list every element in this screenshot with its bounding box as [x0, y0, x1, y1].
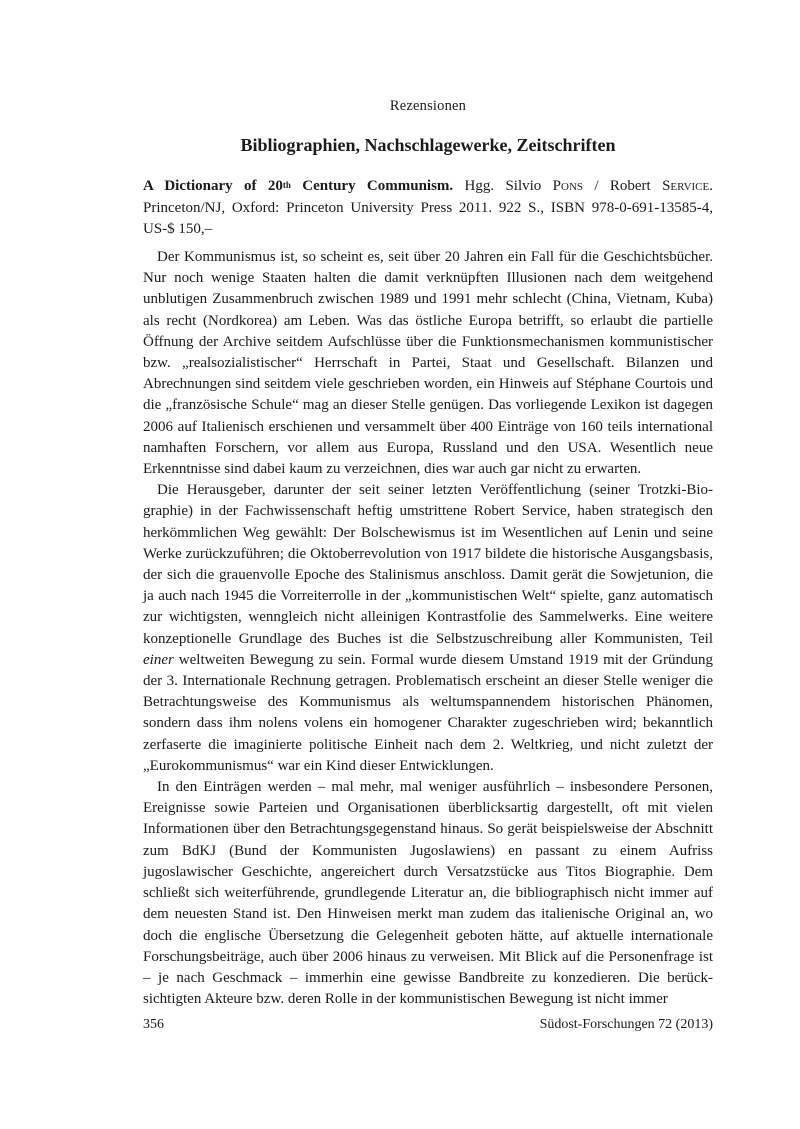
paragraph-2-part-a: Die Herausgeber, darunter der seit seiner letzten Veröffentlichung (seiner Trotzki-Biographie) in der Fachwissenschaft heftig umstrittene Robert Service, haben strategisch den herkömmlichen Weg gewählt: Der Bolschewismus ist im Wesentlichen auf Lenin und seine Werke zurückzuführen; die Oktoberrevolution von 1917 bildete die historische Ausgangsbasis, der sich die grauenvolle Epoche des Stalinismus anschloss. Damit gerät die Sowjetunion, die ja auch nach 1945 die Vorreiterrolle in der „kommunistischen Welt“ spielte, ganz automatisch zur wichtigsten, wenngleich nicht alleinigen Kontrastfolie des Sammelwerks. Eine weitere konzeptionelle Grundlage des Buches ist die Selbstzuschreibung aller Kommunisten, Teil [143, 482, 713, 647]
editor-separator: / Robert [583, 178, 663, 194]
editor2-surname: Service [662, 178, 710, 194]
paragraph-1: Der Kommunismus ist, so scheint es, seit über 20 Jahren ein Fall für die Geschichtsbücher. Nur noch wenige Staaten halten die damit verknüpften Illusionen nach dem weitgehend unblutigen Zusammenbruch zwischen 1989 und 1991 mehr schlecht (China, Vietnam, Kuba) als recht (Nordkorea) am Leben. Was das östliche Europa betrifft, so erlaubt die partielle Öffnung der Archive seitdem Aufschlüsse über die Funktionsmechanismen kommunistischer bzw. „realsozialistischer“ Herrschaft in Partei, Staat und Gesellschaft. Bilanzen und Abrechnungen sind seitdem viele geschrieben worden, ein Hinweis auf Stéphane Courtois und die „französische Schule“ mag an dieser Stelle genügen. Das vorliegende Lexikon ist dagegen 2006 auf Italienisch erschienen und versammelt über 400 Einträge von 160 teils international namhaften Forschern, vor allem aus Europa, Russland und den USA. Wesentlich neue Erkenntnisse sind dabei kaum zu verzeichnen, dies war auch gar nicht zu erwarten. [143, 249, 713, 478]
book-title-part1: A Dictionary of 20 [143, 178, 283, 194]
paragraph-2-emphasis: einer [143, 651, 174, 668]
journal-reference: Südost-Forschungen 72 (2013) [539, 1017, 713, 1032]
editor1-surname: Pons [552, 178, 584, 194]
book-citation [143, 176, 713, 241]
paragraph-2 [143, 480, 713, 777]
running-head: Rezensionen [389, 98, 467, 114]
section-title: Bibliographien, Nachschlagewerke, Zeitschriften [240, 135, 616, 155]
book-title-superscript: th [282, 180, 291, 190]
editors-prefix: Hgg. Silvio [453, 178, 553, 194]
book-title-part2: Century Communism. [290, 178, 454, 194]
paragraph-2-part-b: weltweiten Bewegung zu sein. Formal wurde diesem Umstand 1919 mit der Gründung der 3. Internationale Rechnung getragen. Problematisch erscheint an dieser Stelle weniger die Betrachtungsweise des Kommunismus als weltumspannendem historischen Phänomen, sondern dass ihm nolens volens ein homogener Charakter zugeschrieben wird; bekanntlich zerfaserte die imaginierte politische Einheit nach dem 2. Weltkrieg, und nicht zuletzt der „Eurokommunismus“ war ein Kind dieser Entwicklungen. [143, 651, 713, 774]
book-title [143, 178, 453, 194]
publication-details: . Princeton/NJ, Oxford: Princeton University Press 2011. 922 S., ISBN 978-0-691-13585-4, US-$ 150,– [143, 178, 713, 237]
paragraph-3: In den Einträgen werden – mal mehr, mal weniger ausführlich – insbesondere Personen, Ereignisse sowie Parteien und Organisationen überblicksartig dargestellt, oft mit vielen Informationen über den Betrachtungsgegenstand hinaus. So gerät beispielsweise der Abschnitt zum BdKJ (Bund der Kommunisten Jugoslawiens) en passant zu einem Aufriss jugoslawischer Geschichte, angereichert durch Versatzstücke aus Titos Biographie. Dem schließt sich weiterführende, grundlegende Literatur an, die bibliographisch nicht immer auf dem neuesten Stand ist. Den Hinweisen merkt man zudem das italienische Original an, wo doch die englische Übersetzung die Gelegenheit geboten hätte, auf aktuelle internationale Forschungsbeiträge, auch über 2006 hinaus zu verweisen. Mit Blick auf die Personenfrage ist – je nach Geschmack – immerhin eine gewisse Bandbreite zu konzedieren. Die berücksichtigten Akteure bzw. deren Rolle in der kommunistischen Bewegung ist nicht immer [143, 779, 713, 1008]
review-body [143, 247, 713, 1010]
page-number: 356 [143, 1017, 164, 1032]
